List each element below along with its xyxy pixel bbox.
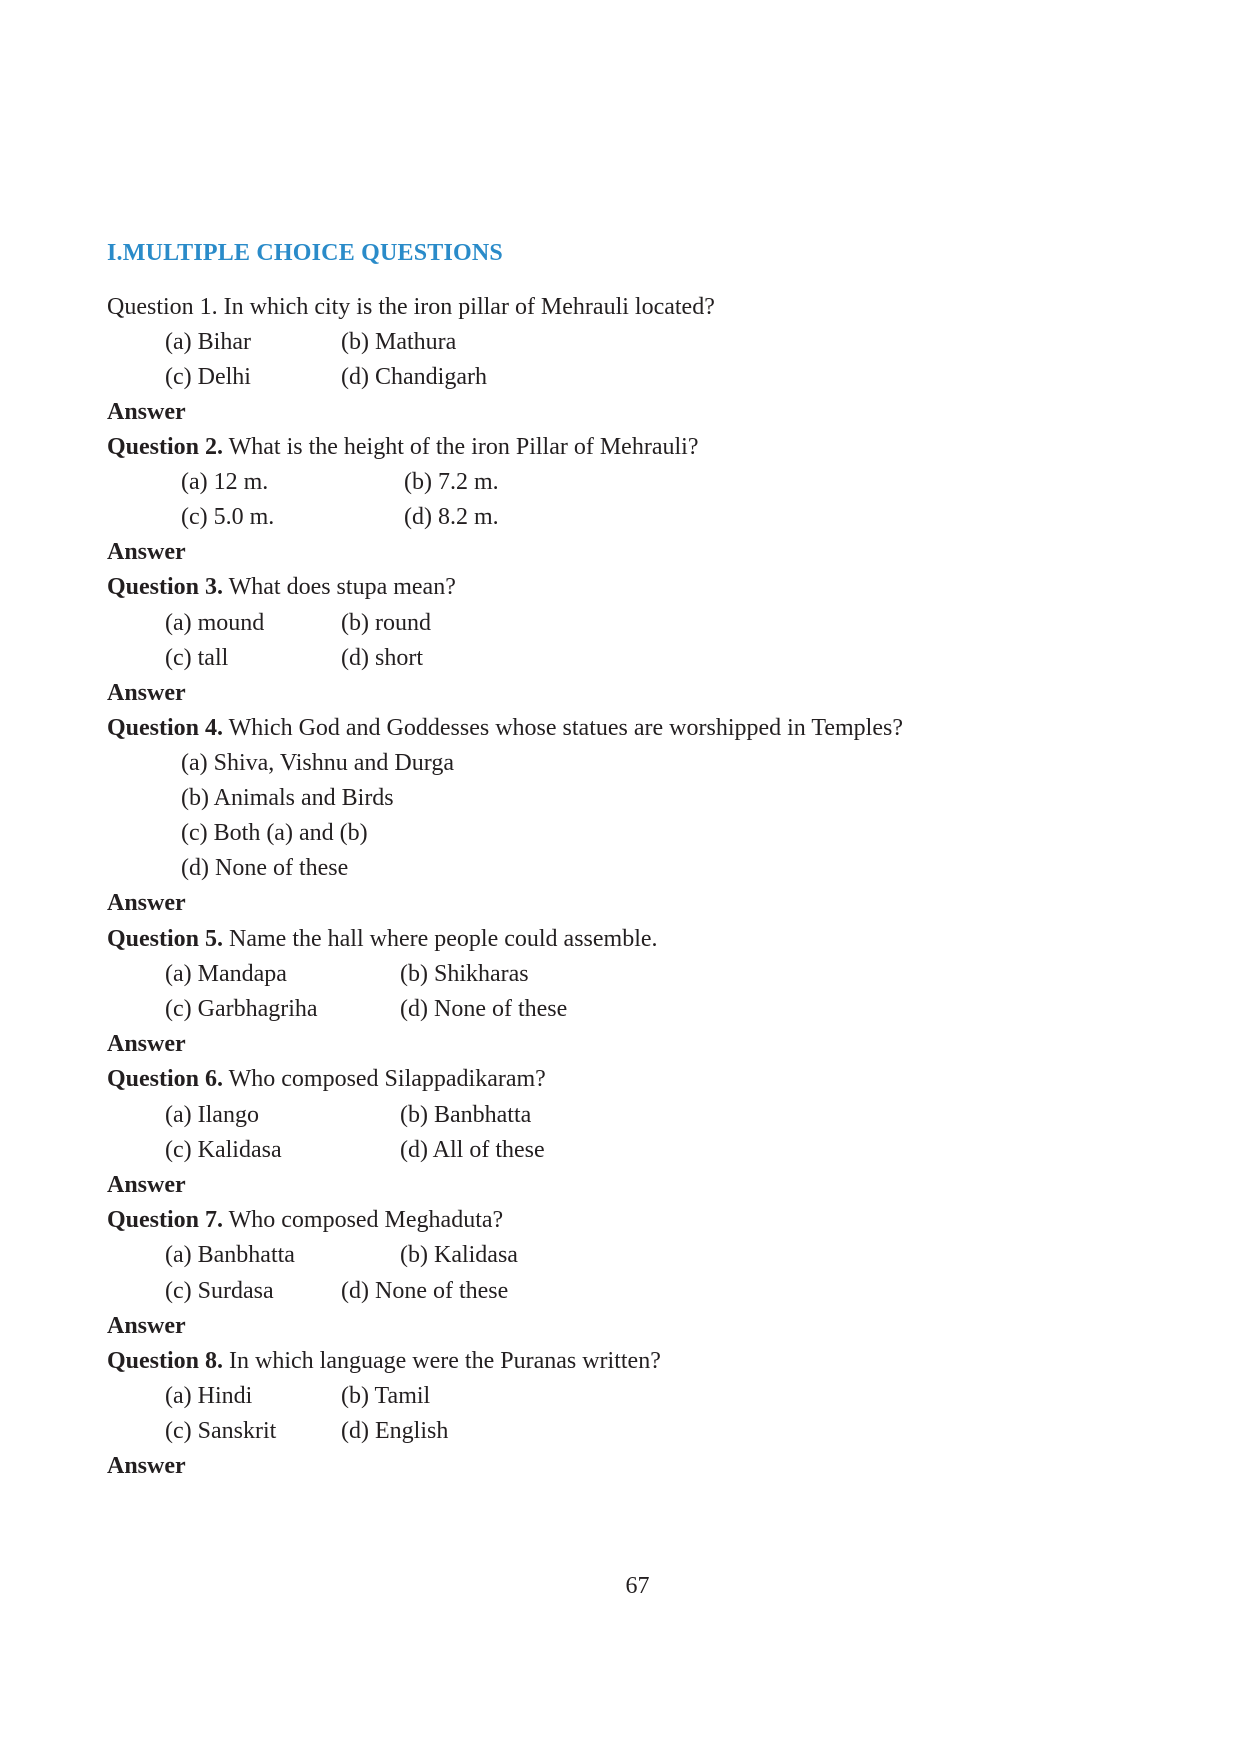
question-2	[107, 432, 698, 462]
option: (a) 12 m.	[181, 469, 269, 495]
question-label: Question 2.	[107, 434, 224, 460]
option: (d) None of these	[341, 1278, 509, 1304]
question-label: Question 7.	[107, 1207, 224, 1233]
option: (a) Shiva, Vishnu and Durga	[181, 750, 454, 776]
question-label: Question 5.	[107, 926, 224, 952]
question-6	[107, 1064, 546, 1094]
answer-label: Answer	[107, 399, 186, 425]
option: (a) Hindi	[165, 1383, 253, 1409]
option: (a) Bihar	[165, 329, 251, 355]
question-text: Name the hall where people could assemble.	[229, 926, 658, 952]
option: (c) Surdasa	[165, 1278, 274, 1304]
question-text: What is the height of the iron Pillar of Mehrauli?	[228, 434, 699, 460]
answer-label: Answer	[107, 1453, 186, 1479]
option: (a) Mandapa	[165, 961, 287, 987]
question-label: Question 1.	[107, 294, 218, 320]
answer-label: Answer	[107, 890, 186, 916]
question-label: Question 6.	[107, 1066, 224, 1092]
option: (d) All of these	[400, 1137, 545, 1163]
option: (b) round	[341, 610, 431, 636]
question-text: What does stupa mean?	[228, 574, 456, 600]
option: (b) Banbhatta	[400, 1102, 532, 1128]
question-7	[107, 1205, 503, 1235]
answer-label: Answer	[107, 1172, 186, 1198]
option: (b) Kalidasa	[400, 1242, 518, 1268]
option: (b) Tamil	[341, 1383, 431, 1409]
question-text: Who composed Silappadikaram?	[228, 1066, 546, 1092]
question-text: Which God and Goddesses whose statues are worshipped in Temples?	[228, 715, 903, 741]
option: (d) None of these	[400, 996, 568, 1022]
option: (c) Kalidasa	[165, 1137, 282, 1163]
option: (c) Both (a) and (b)	[181, 820, 368, 846]
option: (b) 7.2 m.	[404, 469, 499, 495]
question-4	[107, 713, 903, 743]
option: (c) Delhi	[165, 364, 251, 390]
question-5	[107, 924, 658, 954]
question-text: In which language were the Puranas written?	[229, 1348, 661, 1374]
question-label: Question 4.	[107, 715, 224, 741]
option: (d) None of these	[181, 855, 349, 881]
answer-label: Answer	[107, 539, 186, 565]
option: (d) 8.2 m.	[404, 504, 499, 530]
option: (d) short	[341, 645, 423, 671]
question-label: Question 3.	[107, 574, 224, 600]
option: (c) 5.0 m.	[181, 504, 275, 530]
option: (b) Animals and Birds	[181, 785, 394, 811]
option: (b) Shikharas	[400, 961, 529, 987]
option: (c) tall	[165, 645, 229, 671]
question-label: Question 8.	[107, 1348, 224, 1374]
answer-label: Answer	[107, 1313, 186, 1339]
option: (a) Ilango	[165, 1102, 259, 1128]
question-3	[107, 572, 456, 602]
option: (a) Banbhatta	[165, 1242, 295, 1268]
option: (c) Sanskrit	[165, 1418, 277, 1444]
answer-label: Answer	[107, 680, 186, 706]
option: (d) English	[341, 1418, 449, 1444]
question-8	[107, 1346, 661, 1376]
option: (b) Mathura	[341, 329, 457, 355]
question-text: In which city is the iron pillar of Mehrauli located?	[223, 294, 715, 320]
page-number: 67	[625, 1573, 650, 1599]
option: (a) mound	[165, 610, 265, 636]
section-heading: I.MULTIPLE CHOICE QUESTIONS	[107, 240, 503, 266]
question-1	[107, 292, 715, 322]
option: (d) Chandigarh	[341, 364, 487, 390]
question-text: Who composed Meghaduta?	[228, 1207, 504, 1233]
option: (c) Garbhagriha	[165, 996, 318, 1022]
answer-label: Answer	[107, 1031, 186, 1057]
